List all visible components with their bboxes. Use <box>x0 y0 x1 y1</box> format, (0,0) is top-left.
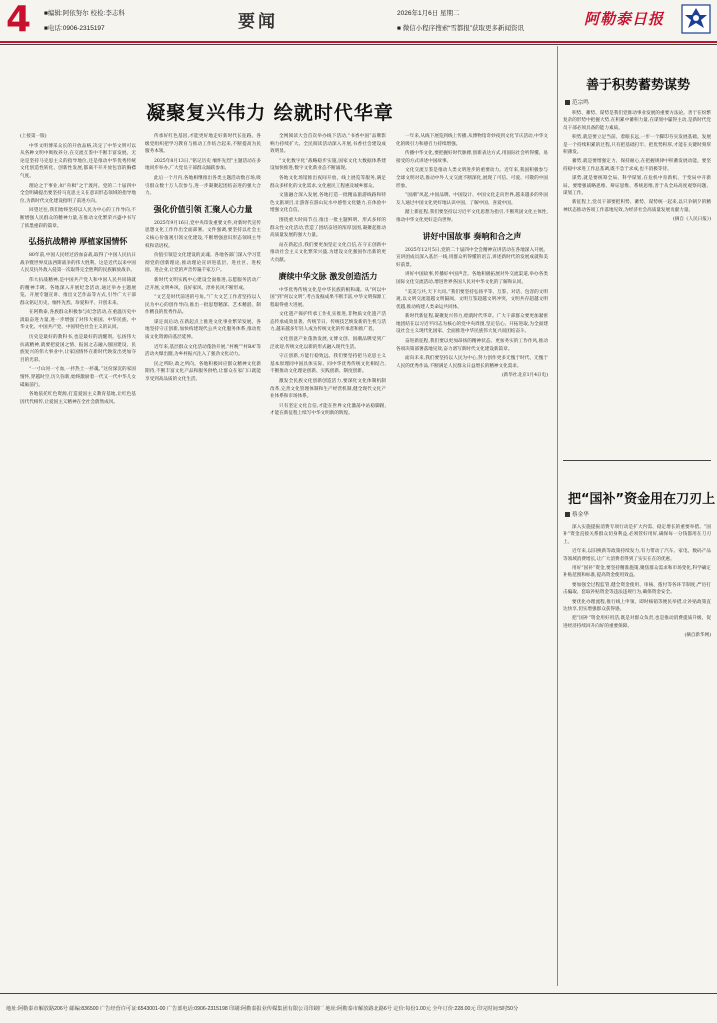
commentary-source-1: (摘自《人民日报》) <box>672 217 711 223</box>
paragraph: 文旅融合深入发展,各地打造一批精品旅游线路和特色文旅项目,让游客在游山玩水中感悟文化魅力,在体验中增强文化自信。 <box>270 193 386 214</box>
paragraph: 谋定而后动,在新起点上推进文化事业繁荣发展。各地坚持守正创新,加快构建现代公共文化服务体系,推动优质文化资源向基层延伸。 <box>145 319 261 341</box>
newspaper-header <box>0 0 717 42</box>
paragraph: 谋势,就是要统筹全局、科学谋划,在危机中育新机、于变局中开新局。要增强战略思维、辩证思维、系统思维,善于从全局高度观察问题、谋划工作。 <box>563 176 711 197</box>
paragraph: “美美与共,天下大同。”我们要坚持弘扬平等、互鉴、对话、包容的文明观,以文明交流超越文明隔阂、文明互鉴超越文明冲突、文明共存超越文明优越,推动构建人类命运共同体。 <box>396 289 548 310</box>
commentary-body-1 <box>563 110 711 448</box>
wechat-tip: ■ 微信小程序搜索“雪都报”获取更多新闻资讯 <box>397 25 525 32</box>
byline-marker-icon <box>565 100 570 105</box>
paragraph: 守正创新,方能行稳致远。我们要坚持把马克思主义基本原理同中国具体实际、同中华优秀传统文化相结合,不断推动文化理论创新、实践创新、制度创新。 <box>270 354 386 375</box>
footer-info: 地址:阿勒泰市解放路206号 邮编:836500 广告经营许可证:6543001-00 广告部电话:0906-2315198 印刷:阿勒泰报业传媒集团有限公司印刷厂 地址:阿勒泰市解放路北路6号 定价:每份1.00元 全年订价:228.00元 印完时间:5时50分 <box>6 1006 519 1012</box>
paragraph: 理论之于事业,如“舟楫”之于渡河。党的二十届四中全会明确提出要坚持马克思主义在意识形态领域的指导地位,为新时代文化建设指明了前进方向。 <box>20 183 136 204</box>
paragraph: “国潮”风起,中国品牌、中国设计、中国文化走向世界,越来越多的外国友人通过中国文化更好地认识中国、了解中国、喜爱中国。 <box>396 193 548 206</box>
paragraph: 文化交流互鉴是推动人类文明进步的重要动力。近年来,我国积极参与全球文明对话,推动中外人文交流不断深化,展现了可信、可爱、可敬的中国形象。 <box>396 168 548 189</box>
paragraph: 2025年8月13日,“铭记历史 缅怀先烈”主题活动在多地同步举办,广大党员干部群众踊跃参加。 <box>145 158 261 172</box>
paragraph: “文化数字化”战略稳步实施,国家文化大数据体系建设加快推进,数字文化新业态不断涌现。 <box>270 158 386 172</box>
paragraph: 文化创意产业蓬勃发展,文博文创、国潮品牌受到广泛欢迎,传统文化以新的形式融入现代生活。 <box>270 337 386 350</box>
paragraph: 传承好红色基因,才能更好地走好新时代长征路。各级党组织把学习教育与推动工作结合起来,不断提高为民服务本领。 <box>145 134 261 155</box>
commentary-title-2: 把“国补”资金用在刀刃上 <box>568 492 716 507</box>
paragraph: 价值引领是文化建设的灵魂。各地各部门深入学习贯彻党的创新理论,推动理论宣讲进基层、进社区、进校园、进企业,让党的声音传遍千家万户。 <box>145 253 261 274</box>
commentary-body-2 <box>563 524 711 984</box>
main-headline: 凝聚复兴伟力 绘就时代华章 <box>146 102 394 124</box>
paragraph: 用好“国补”资金,要坚持精准施策,聚焦群众需求和市场变化,科学确定补贴范围和标准,提高资金使用效益。 <box>563 566 711 579</box>
byline-marker-icon <box>565 512 570 517</box>
commentary-author-1 <box>565 98 589 106</box>
article-column-3 <box>270 133 386 971</box>
paragraph: (上接第一版) <box>20 134 47 139</box>
paragraph: 围绕重大时间节点,推出一批主题鲜明、形式多样的群众性文化活动,营造了团结奋进的浓厚氛围,凝聚起推动高质量发展的强大力量。 <box>270 217 386 239</box>
article-column-1 <box>20 133 136 971</box>
paragraph: 要优化办理流程,推行线上申领、即时核销等便民举措,让补贴政策直达快享,切实增强群众获得感。 <box>563 599 711 613</box>
section-title: 要闻 <box>238 12 278 32</box>
article-source: (新华社北京1月4日电) <box>501 373 548 379</box>
paragraph: “文艺是时代前进的号角。”广大文艺工作者坚持以人民为中心的创作导向,推出一批思想精深、艺术精湛、制作精良的优秀作品。 <box>145 295 261 316</box>
commentary-title-1: 善于积势蓄势谋势 <box>586 78 691 93</box>
paragraph: 只有坚定文化自信,才能在世界文化激荡中站稳脚跟,才能在新征程上续写中华文明新的辉煌。 <box>270 403 386 417</box>
newspaper-emblem-icon <box>681 4 711 34</box>
author-name: 蔡金华 <box>572 512 589 518</box>
paragraph: 站在新起点,我们要更加坚定文化自信,在守正创新中推动社会主义文化繁荣兴盛,为建设文化强国作出新的更大贡献。 <box>270 242 386 263</box>
paragraph: 此后一个月内,各地相继推出各类主题活动数百场,吸引群众数十万人次参与,进一步凝聚起团结奋进的强大合力。 <box>145 175 261 197</box>
paragraph: 在阿勒泰,各族群众积极参与纪念活动,在重温历史中汲取奋进力量,进一步增强了对伟大祖国、中华民族、中华文化、中国共产党、中国特色社会主义的认同。 <box>20 310 136 331</box>
paragraph: 新时代新征程,凝聚复兴伟力,绘就时代华章。广大干部群众要更加紧密地团结在以习近平同志为核心的党中央周围,坚定信心、开拓进取,为全面建设社会主义现代化国家、全面推进中华民族伟大复兴而团结奋斗。 <box>396 314 548 335</box>
article-column-2 <box>145 133 261 971</box>
paragraph: 2025年9月16日,党中央印发重要文件,对新时代宣传思想文化工作作出全面部署。文件强调,要坚持以社会主义核心价值观引领文化建设,不断增强意识形态领域主导权和话语权。 <box>145 220 261 249</box>
paragraph: 积势,就是要立足当前、着眼长远,一步一个脚印夯实发展基础。发展是一个持续积累的过程,只有把基础打牢、把优势积厚,才能在关键时刻厚积薄发。 <box>563 135 711 156</box>
paragraph: 蓄势,就是要增强定力、保持耐心,在把握规律中积蓄发展动能。要坚持稳中求进工作总基调,既不急于求成,也不消极等待。 <box>563 159 711 172</box>
paragraph: 80年前,中国人民经过浴血奋战,取得了中国人民抗日战争暨世界反法西斯战争的伟大胜利。这是近代以来中国人民反抗外敌入侵第一次取得完全胜利的民族解放战争。 <box>20 253 136 274</box>
editor-line: ■编辑:阿依努尔 校检:李志科 <box>44 10 125 17</box>
paragraph: 一年来,从线下展览到线上传播,从博物馆奇妙夜到文化节庆活动,中华文化的吸引力和感召力持续增强。 <box>396 134 548 147</box>
brand-logo-text: 阿勒泰日报 <box>584 10 665 28</box>
header-rule-thin <box>0 44 717 45</box>
subheading-1: 弘扬抗战精神 厚植家国情怀 <box>28 237 128 247</box>
section-rule <box>563 460 711 461</box>
paragraph: 传播中华文化,要把握好时代脉搏,创新表达方式,用国际社会听得懂、易接受的方式讲述中国故事。 <box>396 151 548 164</box>
subheading-2: 强化价值引领 汇聚人心力量 <box>153 204 253 214</box>
paragraph: 激发全民族文化创新创造活力,要深化文化体制机制改革,完善文化管理体制和生产经营机制,健全现代文化产业体系和市场体系。 <box>270 379 386 400</box>
commentary-author-2 <box>565 510 589 518</box>
paragraph: 新征程上,党员干部要把积势、蓄势、谋势统一起来,以只争朝夕的精神状态推动各项工作落地见效,为经济社会高质量发展贡献力量。 <box>563 200 711 213</box>
paragraph: 中华文明博采众长的开放品格,决定了中华文明可以从各种文明中吸收养分,在交流互鉴中不断丰富发展。无论是坚持马克思主义的指导地位,还是推动中华优秀传统文化创造性转化、创新性发展,都离不开开放包容的胸襟气度。 <box>20 143 136 179</box>
paragraph: 要加强全过程监管,健全资金使用、审核、拨付等各环节制度,严厉打击骗取、套取补贴资金等违法违规行为,确保资金安全。 <box>563 582 711 596</box>
column-divider <box>557 46 558 986</box>
article-column-4 <box>396 133 548 971</box>
subheading-4: 讲好中国故事 奏响和合之声 <box>422 231 522 241</box>
paragraph: 近年来,基层群众文化活动蓬勃开展,“村晚”“村BA”等活动火爆出圈,为乡村振兴注入了强劲文化动力。 <box>145 344 261 358</box>
commentary-source-2: (摘自新华网) <box>684 633 711 639</box>
phone-line: ■电话:0906-2315197 <box>44 25 105 32</box>
paragraph: 2025年12月5日,党的二十届四中全会精神宣讲活动在各地深入开展。宣讲团成员深入基层一线,用群众听得懂的语言,讲述新时代的发展成就和美好前景。 <box>396 247 548 268</box>
paragraph: 文化遗产保护传承工作扎实推进,非物质文化遗产活态传承成效显著。传统节日、传统技艺焕发新的生机与活力,越来越多年轻人成为传统文化的传承者和推广者。 <box>270 312 386 333</box>
paragraph: 回望过往,我们始终坚持以人民为中心的工作导向,不断增强人民群众的精神力量,在推动文化繁荣兴盛中书写了浓墨重彩的篇章。 <box>20 208 136 229</box>
paragraph: 新时代文明实践中心建设全面推进,志愿服务活动广泛开展,文明乡风、良好家风、淳朴民风不断形成。 <box>145 277 261 291</box>
paragraph: 近年来,以旧换新等政策持续发力,有力带动了汽车、家电、数码产品等领域消费增长,让广大消费者得到了实实在在的优惠。 <box>563 549 711 562</box>
paragraph: 面向未来,我们要坚持以人民为中心,努力创作更多无愧于时代、无愧于人民的优秀作品,不断满足人民群众日益增长的精神文化需求。 <box>396 356 548 369</box>
paragraph: “一寸山河一寸血,一抔热土一抔魂。”这份深沉的家国情怀,穿越时空,历久弥新,始终激励着一代又一代中华儿女砥砺前行。 <box>20 367 136 388</box>
page-number: 4 <box>6 0 32 40</box>
paragraph: 奋进新征程,我们要以更加昂扬的精神状态、更加务实的工作作风,推动各项决策部署落地见效,奋力谱写新时代文化建设新篇章。 <box>396 339 548 352</box>
paragraph: 深入实施提振消费专项行动是扩大内需、稳定增长的重要举措。“国补”资金直接关系群众切身利益,必须管好用好,确保每一分钱都用在刀刃上。 <box>563 525 711 545</box>
paragraph: 踏上新征程,我们要坚持以习近平文化思想为指引,不断巩固文化主体性,推动中华文化更好走向世界。 <box>396 210 548 223</box>
issue-date: 2026年1月6日 星期二 <box>397 10 460 17</box>
author-name: 范宗鸣 <box>572 100 589 106</box>
paragraph: 讲好中国故事,传播好中国声音。各地积极拓展对外交流渠道,举办各类国际文化交流活动,增进世界各国人民对中华文化的了解和认同。 <box>396 272 548 285</box>
paragraph: 历史是最好的教科书,也是最好的清醒剂。弘扬伟大抗战精神,就要把爱国之情、报国之志融入强国建设、民族复兴的伟大事业中,让家国情怀在新时代焕发出更加夺目的光彩。 <box>20 335 136 363</box>
paragraph: 积势、蓄势、谋势是我们党推动事业发展的重要方法论。善于在纷繁复杂的形势中把握大势,在积累中蓄积力量,在谋划中赢得主动,是新时代党员干部必须具备的能力素质。 <box>563 111 711 131</box>
paragraph: 把“国补”资金用好用活,既是对群众负责,也是推动消费提质升级、促进经济持续回升向好的重要保障。 <box>563 616 711 629</box>
paragraph: 中华优秀传统文化是中华民族的根和魂。从“何以中国”到“何以文明”,考古发掘成果不断丰富,中华文明探源工程取得重大进展。 <box>270 287 386 308</box>
paragraph: 民之所盼,政之所向。各地积极回应群众精神文化新期待,不断丰富文化产品和服务供给,让群众在家门口就能享受到高品质的文化生活。 <box>145 361 261 383</box>
paragraph: 伟大抗战精神,是中国共产党人和中国人民共同铸就的精神丰碑。各地深入开展纪念活动,通过举办主题展览、开展专题宣讲、推出文艺作品等方式,引导广大干部群众铭记历史、缅怀先烈、珍爱和平、开创未来。 <box>20 277 136 306</box>
paragraph: 各地文化场馆推出夜间开放、线上展览等服务,满足群众多样化的文化需求,文化惠民工程惠及城乡群众。 <box>270 175 386 189</box>
subheading-3: 赓续中华文脉 激发创造活力 <box>278 271 378 281</box>
header-rule <box>0 41 717 43</box>
paragraph: 全网阅读大会首次举办线下活动,“书香中国”品牌影响力持续扩大。全民阅读活动深入开展,书香社会建设成效明显。 <box>270 134 386 155</box>
footer-rule <box>0 993 717 994</box>
paragraph: 各地依托红色资源,打造爱国主义教育基地,让红色基因代代相传,让爱国主义精神在全社会蔚然成风。 <box>20 392 136 405</box>
